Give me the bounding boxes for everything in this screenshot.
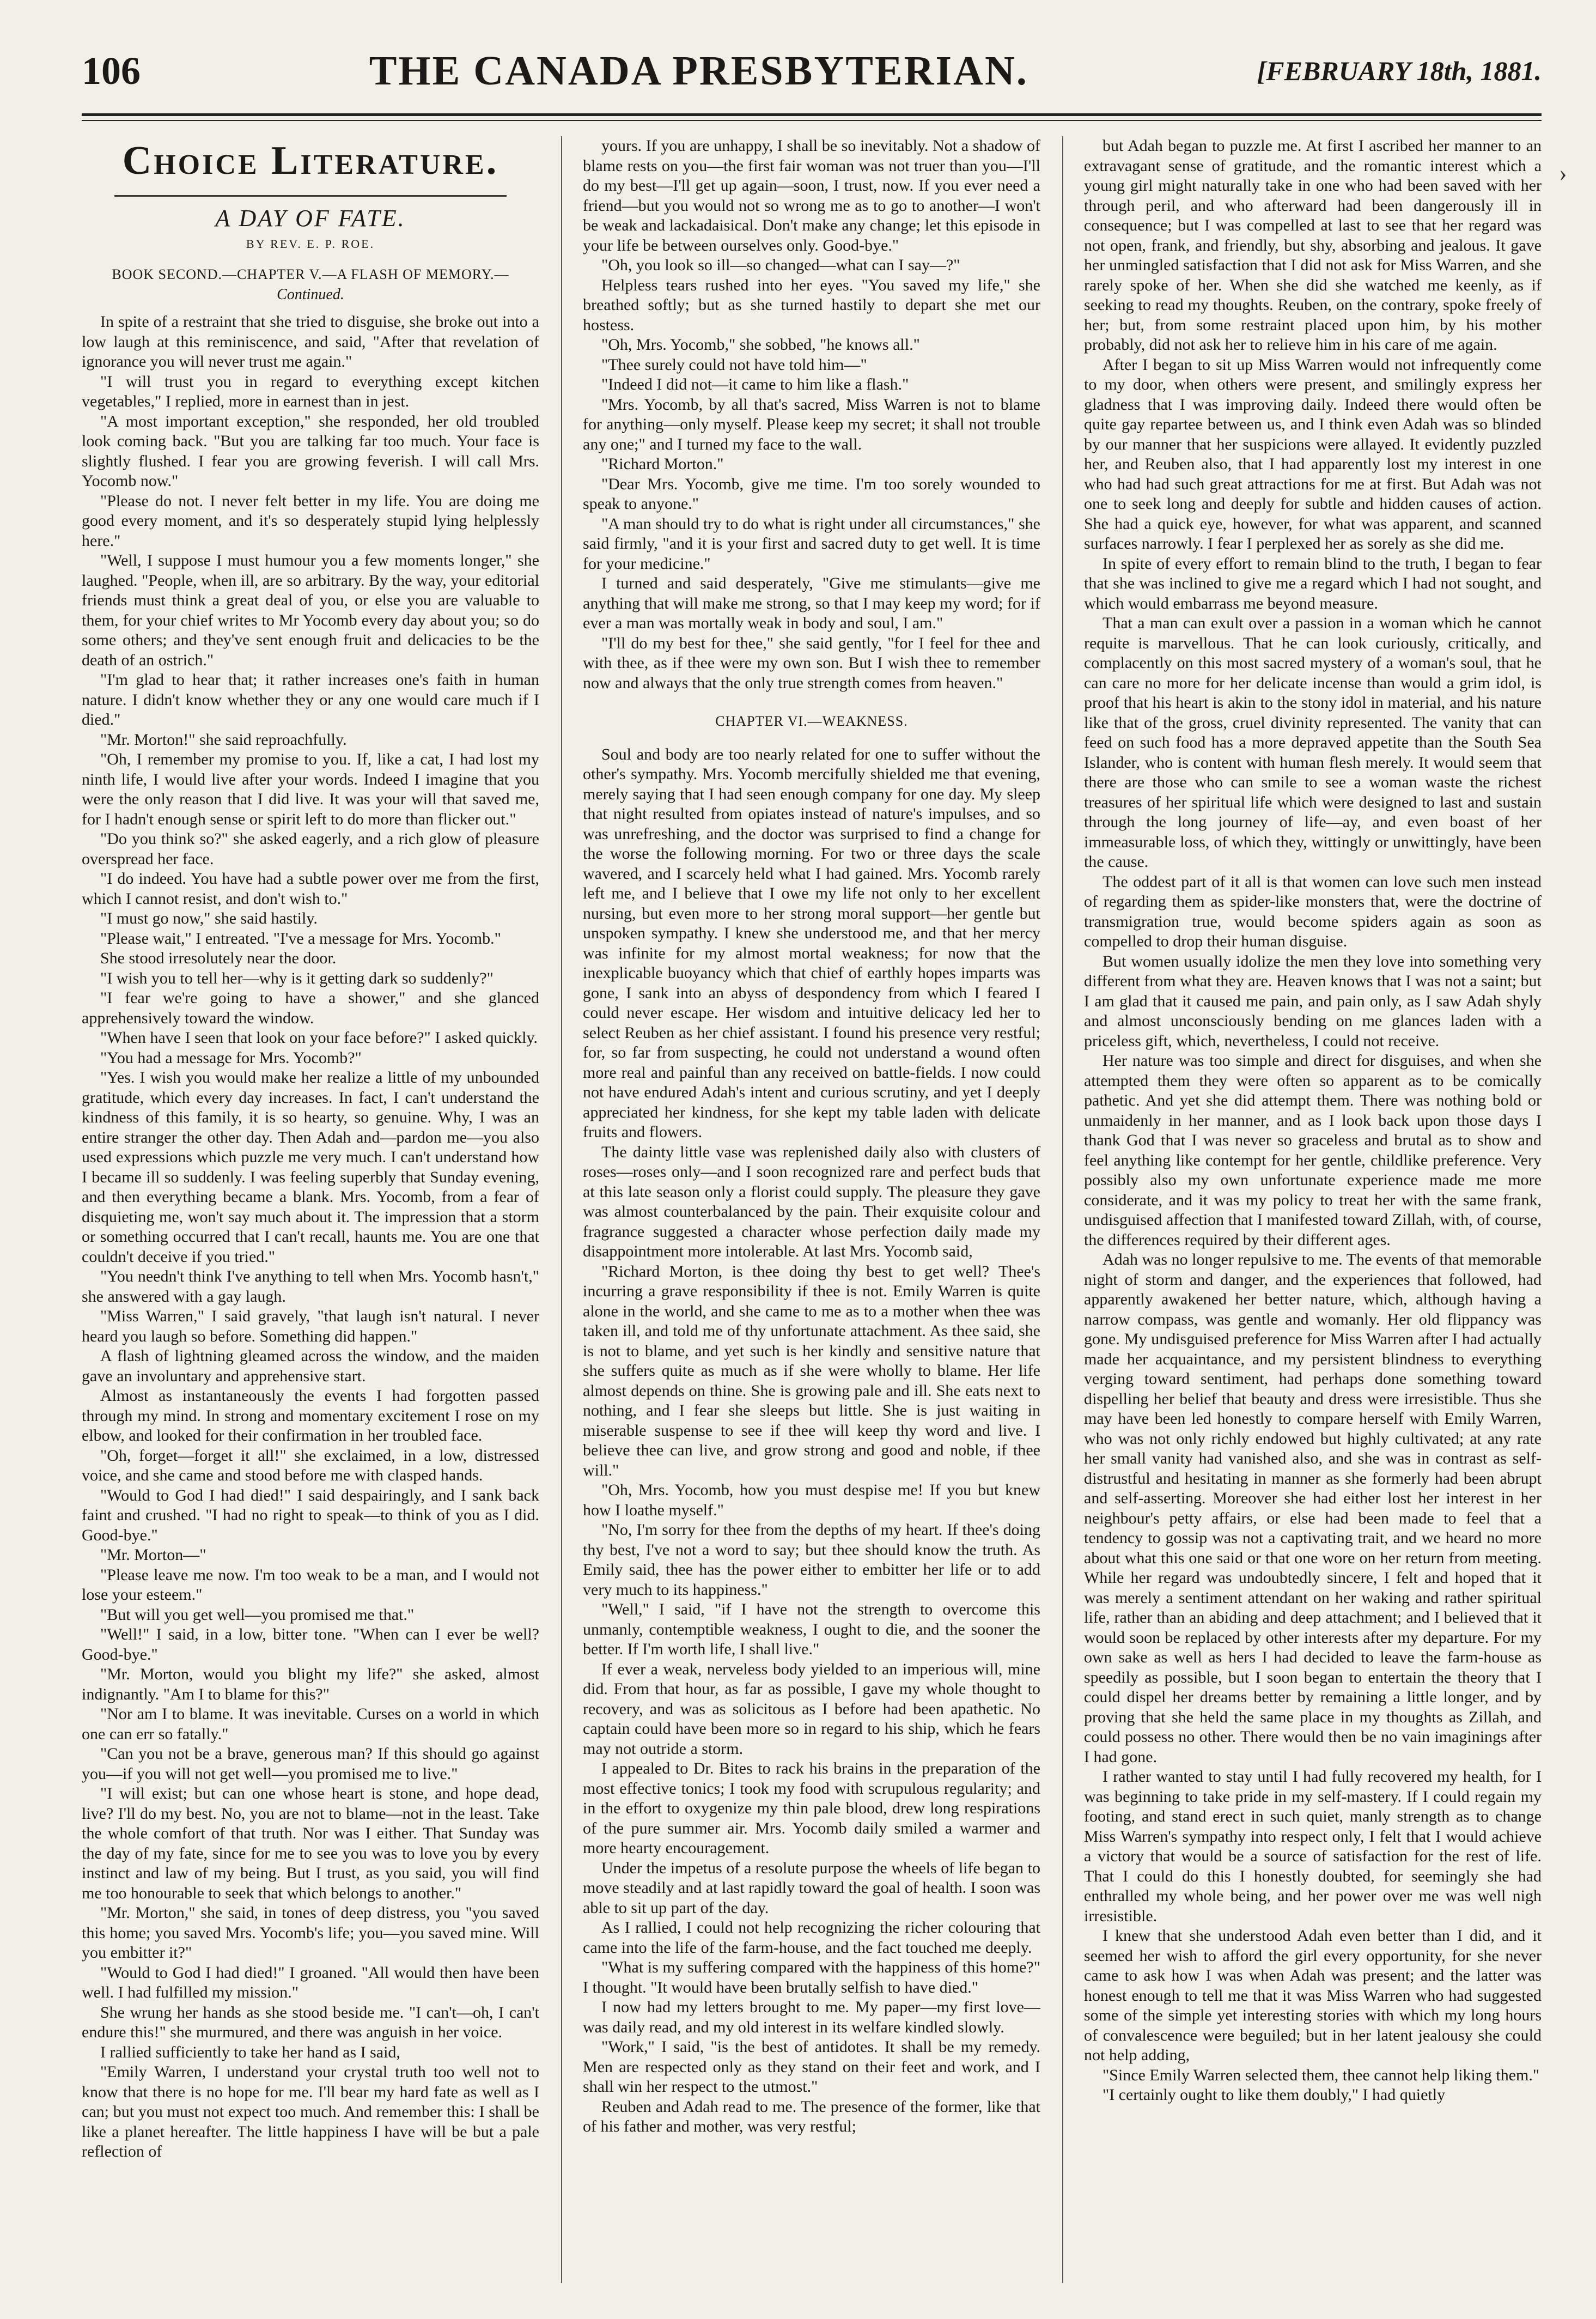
paragraph: "I will trust you in regard to everything except kitchen vegetables," I replied, more in earnest than in jest. [82, 372, 539, 410]
paragraph: "Since Emily Warren selected them, thee cannot help liking them." [1102, 2066, 1540, 2084]
paragraph: "But will you get well—you promised me that." [100, 1605, 415, 1624]
page-header [82, 33, 1542, 109]
column-2 [583, 136, 1040, 2283]
paragraph: "Well!" I said, in a low, bitter tone. "When can I ever be well? Good-bye." [82, 1625, 539, 1664]
paragraph: "What is my suffering compared with the happiness of this home?" I thought. "It would have been brutally selfish to have died." [583, 1958, 1040, 1996]
column-3-body [1084, 136, 1542, 2105]
paragraph: "Richard Morton." [601, 455, 724, 473]
paragraph: "Oh, Mrs. Yocomb," she sobbed, "he knows all." [601, 336, 920, 354]
paragraph: "Mr. Morton, would you blight my life?" she asked, almost indignantly. "Am I to blame for this?" [82, 1665, 539, 1703]
paragraph: "I will exist; but can one whose heart is stone, and hope dead, live? I'll do my best. No, you are not to blame—not in the least. Take the whole comfort of that truth. Nor was I either. That Sunday was the day of my fate, since for me to see you was to love you by every instinct and law of my being. But I trust, as you said, you will find me too honourable to seek that which belongs to another." [82, 1784, 539, 1902]
paragraph: "Thee surely could not have told him—" [601, 355, 867, 374]
column-3 [1084, 136, 1542, 2283]
paragraph: "Mr. Morton—" [100, 1546, 206, 1564]
paragraph: The dainty little vase was replenished daily also with clusters of roses—roses only—and I soon recognized rare and perfect buds that at this late season only a florist could supply. The pleasure they gave was almost counterbalanced by the pain. Their exquisite colour and fragrance suggested a character whose perfection daily made my disappointment more intolerable. At last Mrs. Yocomb said, [583, 1143, 1040, 1260]
paragraph: "Please leave me now. I'm too weak to be a man, and I would not lose your esteem." [82, 1565, 539, 1604]
paragraph: I rather wanted to stay until I had fully recovered my health, for I was beginning to take pride in my self-mastery. If I could regain my footing, and stand erect in such quiet, manly strength as to change Miss Warren's sympathy into respect only, I felt that I would achieve a victory that would be a source of satisfaction for the rest of life. That I could do this I honestly doubted, for seemingly she had enthralled my whole being, and her power over me was well nigh irresistible. [1084, 1768, 1542, 1925]
paragraph: She wrung her hands as she stood beside me. "I can't—oh, I can't endure this!" she murmured, and there was anguish in her voice. [82, 2003, 539, 2041]
paragraph: In spite of every effort to remain blind to the truth, I began to fear that she was inclined to give me a regard which I had not sought, and which would embarrass me beyond measure. [1084, 554, 1542, 612]
paragraph: Soul and body are too nearly related for one to suffer without the other's sympathy. Mrs. Yocomb mercifully shielded me that evening, merely saying that I had seen enough company for one day. My sleep that night resulted from opiates instead of nature's impulses, and so was unrefreshing, and the doctor was surprised to find a change for the worse the following morning. For two or three days the scale wavered, and I scarcely held what I had gained. Mrs. Yocomb rarely left me, and I believe that I owe my life not only to her excellent nursing, but even more to her strong moral support—her gentle but unspoken sympathy. I knew she understood me, and that her mercy was infinite for my almost mortal weakness; for now that the inexplicable buoyancy which that chief of earthly hopes imparts was gone, I sank into an abyss of despondency from which I feared I could never escape. Her wisdom and intuitive delicacy led her to select Reuben as her chief assistant. I found his presence very restful; for, so far from suspecting, he could not understand a wound often more real and painful than any received on battle-fields. I now could not have endured Adah's intent and curious scrutiny, and yet I deeply appreciated her kindness, for she kept my table laden with delicate fruits and flowers. [583, 745, 1040, 1141]
paragraph: "I certainly ought to like them doubly," I had quietly [1102, 2086, 1446, 2104]
paragraph: "A most important exception," she responded, her old troubled look coming back. "But you are talking far too much. Your face is slightly flushed. I fear you are growing feverish. I will call Mrs. Yocomb now." [82, 412, 539, 490]
margin-mark: › [1559, 160, 1567, 186]
section-rule [114, 195, 507, 197]
story-title: A DAY OF FATE. [215, 205, 406, 232]
paragraph: "Indeed I did not—it came to him like a flash." [601, 375, 909, 393]
paragraph: "I wish you to tell her—why is it getting dark so suddenly?" [100, 969, 494, 987]
column-1-body [82, 312, 539, 2162]
byline: BY REV. E. P. ROE. [246, 236, 375, 251]
paragraph: yours. If you are unhappy, I shall be so inevitably. Not a shadow of blame rests on you—the first fair woman was not truer than you—I'll do my best—I'll get up again—soon, I trust, now. If you ever need a friend—but you would not so wrong me as to go to another—I won't be weak and lackadaisical. Don't make any change; let this episode in your life be between ourselves only. Good-bye." [583, 137, 1040, 254]
column-2-body-bottom [583, 745, 1040, 2137]
chapter-6-heading: CHAPTER VI.—WEAKNESS. [715, 713, 908, 729]
paragraph: That a man can exult over a passion in a woman which he cannot requite is marvellous. That he can look curiously, critically, and complacently on this most sacred mystery of a woman's soul, that he can care no more for her delicate incense than would a grim idol, is proof that his heart is akin to the stony idol in material, and his nature like that of the gross, cruel divinity represented. The vanity that can feed on such food has a more depraved appetite than the South Sea Islander, who is content with human flesh merely. It would seem that there are those who can smile to see a woman waste the richest treasures of her spiritual life which were designed to last and sustain through the long journey of life—ay, and even boast of her immeasurable loss, of which they, wittingly or unwittingly, have been the cause. [1084, 614, 1542, 871]
paragraph: "I'm glad to hear that; it rather increases one's faith in human nature. I didn't know whether they or any one would care much if I died." [82, 671, 539, 729]
paragraph: Almost as instantaneously the events I had forgotten passed through my mind. In strong and momentary excitement I rose on my elbow, and looked for their confirmation in her troubled face. [82, 1387, 539, 1444]
column-divider [1062, 136, 1063, 2283]
paragraph: "You had a message for Mrs. Yocomb?" [100, 1048, 362, 1067]
paragraph: "Please do not. I never felt better in my life. You are doing me good every moment, and it's so desperately stupid lying helplessly here." [82, 491, 539, 550]
column-2-body-top [583, 136, 1040, 693]
paragraph: "Oh, you look so ill—so changed—what can I say—?" [601, 256, 960, 274]
paragraph: "When have I seen that look on your face before?" I asked quickly. [100, 1029, 538, 1047]
paragraph: After I began to sit up Miss Warren would not infrequently come to my door, when others were present, and smilingly express her gladness that I was improving daily. Indeed there would often be quite gay repartee between us, and I think even Adah was so blinded by our manner that her suspicions were allayed. It evidently puzzled her, and Reuben also, that I had apparently lost my interest in one who had had such great attractions for me at first. But Adah was not one to seek long and deeply for subtle and hidden causes of action. She had a quick eye, however, for what was apparent, and scanned surfaces narrowly. I fear I perplexed her as sorely as she did me. [1084, 355, 1542, 553]
paragraph: "I'll do my best for thee," she said gently, "for I feel for thee and with thee, as if thee were my own son. But I wish thee to remember now and always that the only true strength comes from heaven." [583, 634, 1040, 692]
paragraph: But women usually idolize the men they love into something very different from what they are. Heaven knows that I was not a saint; but I am glad that it caused me pain, and pain only, as I saw Adah shyly and almost unconsciously bending on me glances laden with a priceless gift, which, nevertheless, I could not receive. [1084, 952, 1542, 1050]
paragraph: "Dear Mrs. Yocomb, give me time. I'm too sorely wounded to speak to anyone." [583, 475, 1040, 513]
header-rule [82, 113, 1542, 116]
continued-label: Continued. [277, 286, 344, 303]
paragraph: "Would to God I had died!" I groaned. "All would then have been well. I had fulfilled my mission." [82, 1963, 539, 2001]
paragraph: Reuben and Adah read to me. The presence of the former, like that of his father and mother, was very restful; [583, 2097, 1040, 2135]
paragraph: "Would to God I had died!" I said despairingly, and I sank back faint and crushed. "I had no right to speak—to think of you as I did. Good-bye." [82, 1486, 539, 1544]
column-1 [82, 136, 539, 2283]
paragraph: but Adah began to puzzle me. At first I ascribed her manner to an extravagant sense of gratitude, and the romantic interest which a young girl might naturally take in one who had been saved with her through peril, and who afterward had been dangerously ill in consequence; but I was compelled at last to see that her regard was not open, frank, and friendly, but shy, absorbing and jealous. It gave her unmingled satisfaction that I did not ask for Miss Warren, and she rarely spoke of her. When she did she watched me keenly, as if seeking to read my thoughts. Reuben, on the contrary, spoke freely of her; but, from some restraint placed upon him, by his mother probably, did not ask her to relieve him in his care of me again. [1084, 137, 1542, 354]
paragraph: "Miss Warren," I said gravely, "that laugh isn't natural. I never heard you laugh so before. Something did happen." [82, 1307, 539, 1345]
chapter-heading: BOOK SECOND.—CHAPTER V.—A FLASH OF MEMORY.— [112, 266, 509, 282]
paragraph: As I rallied, I could not help recognizing the richer colouring that came into the life of the farm-house, and the fact touched me deeply. [583, 1919, 1040, 1957]
paragraph: "I do indeed. You have had a subtle power over me from the first, which I cannot resist, and don't wish to." [82, 870, 539, 908]
paragraph: "Emily Warren, I understand your crystal truth too well not to know that there is no hope for me. I'll bear my hard fate as well as I can; but you must not expect too much. And remember this: I shall be like a planet hereafter. The little happiness I have will be but a pale reflection of [82, 2063, 539, 2160]
paragraph: "I fear we're going to have a shower," and she glanced apprehensively toward the window. [82, 989, 539, 1027]
paragraph: I now had my letters brought to me. My paper—my first love—was daily read, and my old interest in its welfare kindled slowly. [583, 1998, 1040, 2036]
paragraph: I rallied sufficiently to take her hand as I said, [100, 2043, 400, 2061]
page-number: 106 [82, 48, 141, 93]
issue-date: [FEBRUARY 18th, 1881. [1257, 56, 1542, 86]
paragraph: She stood irresolutely near the door. [100, 949, 337, 967]
paragraph: The oddest part of it all is that women can love such men instead of regarding them as spider-like monsters that, were the doctrine of transmigration true, would become spiders again as soon as compelled to drop their human disguise. [1084, 872, 1542, 950]
paragraph: "Nor am I to blame. It was inevitable. Curses on a world in which one can err so fatally." [82, 1705, 539, 1743]
paragraph: I turned and said desperately, "Give me stimulants—give me anything that will make me strong, so that I may keep my word; for if ever a man was mortally weak in body and soul, I am." [583, 574, 1040, 632]
paragraph: "Yes. I wish you would make her realize a little of my unbounded gratitude, which every day increases. In fact, I can't understand the kindness of this family, it is so hearty, so genuine. Why, I was an entire stranger the other day. Then Adah and—pardon me—you also used expressions which puzzle me very much. I can't understand how I became ill so suddenly. I was feeling superbly that Sunday evening, and then everything became a blank. Mrs. Yocomb, from a fear of disquieting me, won't say much about it. The impression that a storm or something occurred that I can't recall, haunts me. You are one that couldn't deceive if you tried." [82, 1069, 539, 1266]
paragraph: "Oh, Mrs. Yocomb, how you must despise me! If you but knew how I loathe myself." [583, 1481, 1040, 1519]
paragraph: A flash of lightning gleamed across the window, and the maiden gave an involuntary and apprehensive start. [82, 1347, 539, 1385]
paragraph: "Please wait," I entreated. "I've a message for Mrs. Yocomb." [100, 929, 501, 948]
paragraph: "Oh, I remember my promise to you. If, like a cat, I had lost my ninth life, I would live after your words. Indeed I imagine that you were the only reason that I did live. It was your will that saved me, for I hadn't enough sense or spirit left to do more than flicker out." [82, 750, 539, 828]
paragraph: If ever a weak, nerveless body yielded to an imperious will, mine did. From that hour, as far as possible, I gave my whole thought to recovery, and was as solicitous as I before had been apathetic. No captain could have been more so in regard to his ship, which he fears may not outride a storm. [583, 1660, 1040, 1758]
paragraph: "I must go now," she said hastily. [100, 909, 318, 927]
column-divider [561, 136, 562, 2283]
paragraph: "Work," I said, "is the best of antidotes. It shall be my remedy. Men are respected only as they stand on their feet and work, and I shall win her respect to the utmost." [583, 2038, 1040, 2096]
paragraph: "Richard Morton, is thee doing thy best to get well? Thee's incurring a grave responsibility if thee is not. Emily Warren is quite alone in the world, and she came to me as to a mother when thee was taken ill, and told me of thy unfortunate attachment. As thee said, she is not to blame, and yet such is her kindly and sensitive nature that she suffers quite as much as if she were wholly to blame. Her life almost depends on thine. She is growing pale and ill. She eats next to nothing, and I fear she sleeps but little. She is just waiting in miserable suspense to see if thee will keep thy word and live. I believe thee can live, and grow strong and good and noble, if thee will." [583, 1262, 1040, 1479]
paragraph: "Oh, forget—forget it all!" she exclaimed, in a low, distressed voice, and she came and stood before me with clasped hands. [82, 1446, 539, 1484]
paragraph: "Mr. Morton," she said, in tones of deep distress, you "you saved this home; you saved Mrs. Yocomb's life; you—you saved mine. Will you embitter it?" [82, 1904, 539, 1962]
paragraph: Her nature was too simple and direct for disguises, and when she attempted them they were often so apparent as to be comically pathetic. And yet she did attempt them. There was nothing bold or unmaidenly in her manner, and as I look back upon those days I thank God that I was never so graceless and brutal as to show and feel anything like contempt for her gentle, childlike preference. Very possibly also my own unfortunate experience made me more considerate, and it was my policy to treat her with the same frank, undisguised affection that I manifested toward Zillah, with, of course, the differences required by their different ages. [1084, 1052, 1542, 1249]
newspaper-page [82, 33, 1542, 2294]
paragraph: Helpless tears rushed into her eyes. "You saved my life," she breathed softly; but as she turned hastily to depart she met our hostess. [583, 276, 1040, 334]
masthead: THE CANADA PRESBYTERIAN. [369, 47, 1028, 94]
paragraph: I appealed to Dr. Bites to rack his brains in the preparation of the most effective tonics; I took my food with scrupulous regularity; and in the effort to oxygenize my thin pale blood, drew long respirations of the pure summer air. Mrs. Yocomb daily smiled a warmer and more hearty encouragement. [583, 1759, 1040, 1857]
paragraph: In spite of a restraint that she tried to disguise, she broke out into a low laugh at this reminiscence, and said, "After that revelation of ignorance you will never trust me again." [82, 313, 539, 371]
paragraph: Under the impetus of a resolute purpose the wheels of life began to move steadily and at last rapidly toward the goal of health. I soon was able to sit up part of the day. [583, 1859, 1040, 1917]
section-title: Choice Literature. [122, 138, 499, 183]
paragraph: "Well," I said, "if I have not the strength to overcome this unmanly, contemptible weakness, I ought to die, and the sooner the better. If I'm worth life, I shall live." [583, 1600, 1040, 1658]
paragraph: "Can you not be a brave, generous man? If this should go against you—if you will not get well—you promised me to live." [82, 1745, 539, 1783]
paragraph: "Do you think so?" she asked eagerly, and a rich glow of pleasure overspread her face. [82, 830, 539, 868]
header-rule-thin [82, 120, 1542, 121]
paragraph: "Mrs. Yocomb, by all that's sacred, Miss Warren is not to blame for anything—only myself. Please keep my secret; it shall not trouble any one;" and I turned my face to the wall. [583, 395, 1040, 453]
paragraph: Adah was no longer repulsive to me. The events of that memorable night of storm and danger, and the experiences that followed, had apparently awakened her better nature, which, although having a narrow compass, was gentle and womanly. Her old flippancy was gone. My undisguised preference for Miss Warren after I had actually made her acquaintance, and my persistent blindness to everything verging toward sentiment, had perhaps done something toward dispelling her belief that beauty and dress were irresistible. Thus she may have been led honestly to compare herself with Emily Warren, who was not only richly endowed but highly cultivated; at any rate her small vanity had vanished also, and she was in contrast as self-distrustful and hesitating in manner as she formerly had been abrupt and self-asserting. Moreover she had either lost her interest in her neighbour's petty affairs, or else had been made to feel that a tendency to gossip was not a captivating trait, and we heard no more about what this one said or that one wore on her return from meeting. While her regard was undoubtedly sincere, I felt and hoped that it was merely a sentiment attendant on her waking and rather spiritual life, rather than an abiding and deep attachment; and I believed that it would soon be replaced by other interests after my departure. For my own sake as well as hers I had decided to leave the farm-house as speedily as possible, but I soon began to entertain the theory that I could dispel her dreams better by remaining a little longer, and by proving that she held the same place in my thoughts as Zillah, and could possess no other. There would then be no vain imaginings after I had gone. [1084, 1250, 1542, 1766]
paragraph: "Mr. Morton!" she said reproachfully. [100, 730, 347, 749]
paragraph: "You needn't think I've anything to tell when Mrs. Yocomb hasn't," she answered with a gay laugh. [82, 1267, 539, 1306]
paragraph: I knew that she understood Adah even better than I did, and it seemed her wish to afford the girl every opportunity, for she never came to ask how I was when Adah was present; and the latter was honest enough to tell me that it was Miss Warren who had suggested some of the simple yet interesting stories with which my long hours of convalescence were beguiled; but in her latent jealousy she could not help adding, [1084, 1927, 1542, 2064]
paragraph: "No, I'm sorry for thee from the depths of my heart. If thee's doing thy best, I've not a word to say; but thee should know the truth. As Emily said, thee has the power either to embitter her life or to add very much to its happiness." [583, 1521, 1040, 1599]
paragraph: "A man should try to do what is right under all circumstances," she said firmly, "and it is your first and sacred duty to get well. It is time for your medicine." [583, 514, 1040, 573]
paragraph: "Well, I suppose I must humour you a few moments longer," she laughed. "People, when ill, are so arbitrary. By the way, your editorial friends must think a great deal of you, or else you are valuable to them, for your chief writes to Mr Yocomb every day about you; so do some others; and they've sent enough fruit and delicacies to be the death of an ostrich." [82, 551, 539, 669]
